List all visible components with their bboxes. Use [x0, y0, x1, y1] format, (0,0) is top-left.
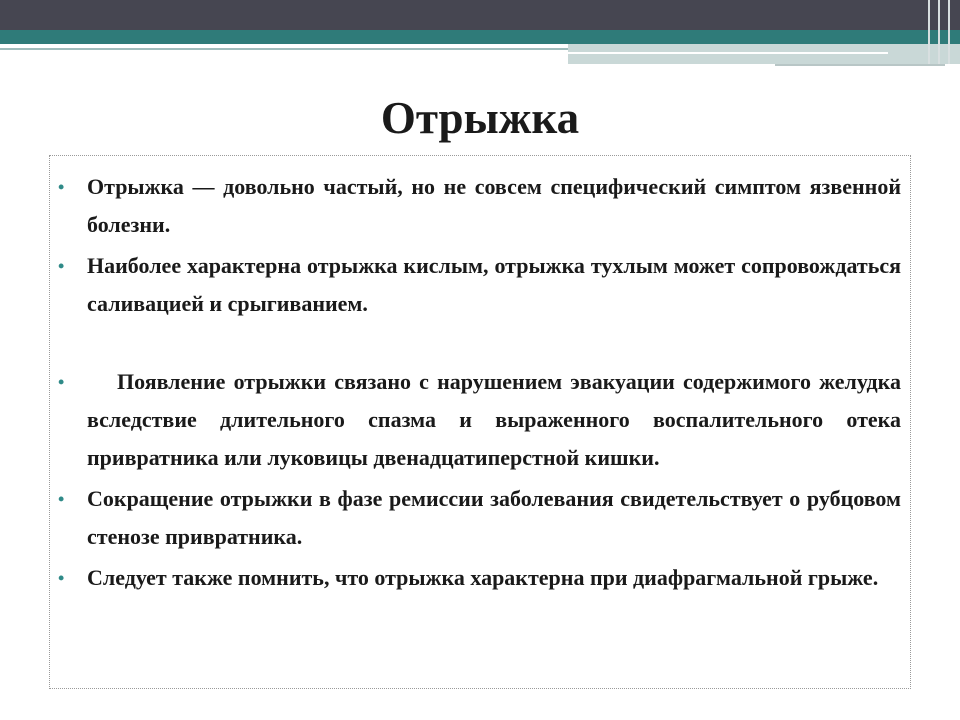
- header-light-band: [568, 44, 960, 64]
- bullet-marker: •: [58, 372, 65, 392]
- bullet-text: Следует также помнить, что отрыжка характерна при диафрагмальной грыже.: [87, 565, 879, 590]
- bullet-marker: •: [58, 489, 65, 509]
- bullet-item: [58, 559, 901, 597]
- bullet-list: [58, 168, 901, 597]
- bullet-item: [58, 480, 901, 556]
- bullet-text: Появление отрыжки связано с нарушением эвакуации содержимого желудка вследствие длительного спазма и выраженного воспалительного отека привратника или луковицы двенадцатиперстной кишки.: [87, 369, 901, 470]
- bullet-marker: •: [58, 177, 65, 197]
- bullet-marker: •: [58, 256, 65, 276]
- bullet-marker: •: [58, 568, 65, 588]
- header-divider-line: [0, 48, 568, 50]
- bullet-item: [58, 168, 901, 244]
- bullet-item: [58, 363, 901, 477]
- header-accent-band: [0, 30, 960, 44]
- header-stripe: [948, 0, 950, 64]
- bullet-text: Сокращение отрыжки в фазе ремиссии заболевания свидетельствует о рубцовом стенозе привратника.: [87, 486, 901, 549]
- bullet-text: Отрыжка — довольно частый, но не совсем специфический симптом язвенной болезни.: [87, 174, 901, 237]
- header-strip: [568, 52, 888, 54]
- slide-title: Отрыжка: [380, 93, 580, 143]
- header-bar: [0, 0, 960, 30]
- header-stripe: [938, 0, 940, 64]
- header-stripe: [928, 0, 930, 64]
- bullet-text: Наиболее характерна отрыжка кислым, отрыжка тухлым может сопровождаться саливацией и срыгиванием.: [87, 253, 901, 316]
- bullet-item: [58, 247, 901, 323]
- header-strip-lower: [775, 64, 945, 66]
